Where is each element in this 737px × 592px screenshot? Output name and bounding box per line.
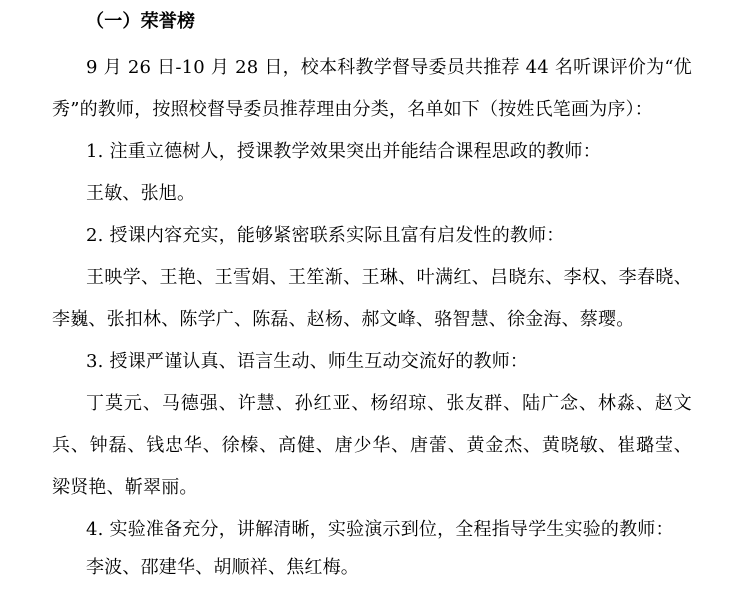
category-1-names: 王敏、张旭。 xyxy=(86,183,196,204)
category-4-names: 李波、邵建华、胡顺祥、焦红梅。 xyxy=(86,557,359,578)
intro-line-2: 秀”的教师，按照校督导委员推荐理由分类，名单如下（按姓氏笔画为序）： xyxy=(52,99,653,120)
category-2-names-line-1: 王映学、王艳、王雪娟、王笙渐、王琳、叶满红、吕晓东、李权、李春晓、 xyxy=(86,267,692,288)
category-3-names-line-1: 丁莫元、马德强、许慧、孙红亚、杨绍琼、张友群、陆广念、林淼、赵文 xyxy=(86,393,692,414)
intro-line-1: 9 月 26 日-10 月 28 日，校本科教学督导委员共推荐 44 名听课评价为“优 xyxy=(86,57,692,78)
category-3-names-line-2: 兵、钟磊、钱忠华、徐榛、高健、唐少华、唐蕾、黄金杰、黄晓敏、崔璐莹、 xyxy=(52,435,692,456)
section-title: （一）荣誉榜 xyxy=(86,11,196,32)
category-3-title: 3. 授课严谨认真、语言生动、师生互动交流好的教师： xyxy=(86,351,529,372)
category-2-names-line-2: 李巍、张扣林、陈学广、陈磊、赵杨、郝文峰、骆智慧、徐金海、蔡璎。 xyxy=(52,309,635,330)
category-2-title: 2. 授课内容充实，能够紧密联系实际且富有启发性的教师： xyxy=(86,225,565,246)
category-4-title: 4. 实验准备充分，讲解清晰，实验演示到位，全程指导学生实验的教师： xyxy=(86,519,674,540)
category-1-title: 1. 注重立德树人，授课教学效果突出并能结合课程思政的教师： xyxy=(86,141,601,162)
category-3-names-line-3: 梁贤艳、靳翠丽。 xyxy=(52,477,198,498)
